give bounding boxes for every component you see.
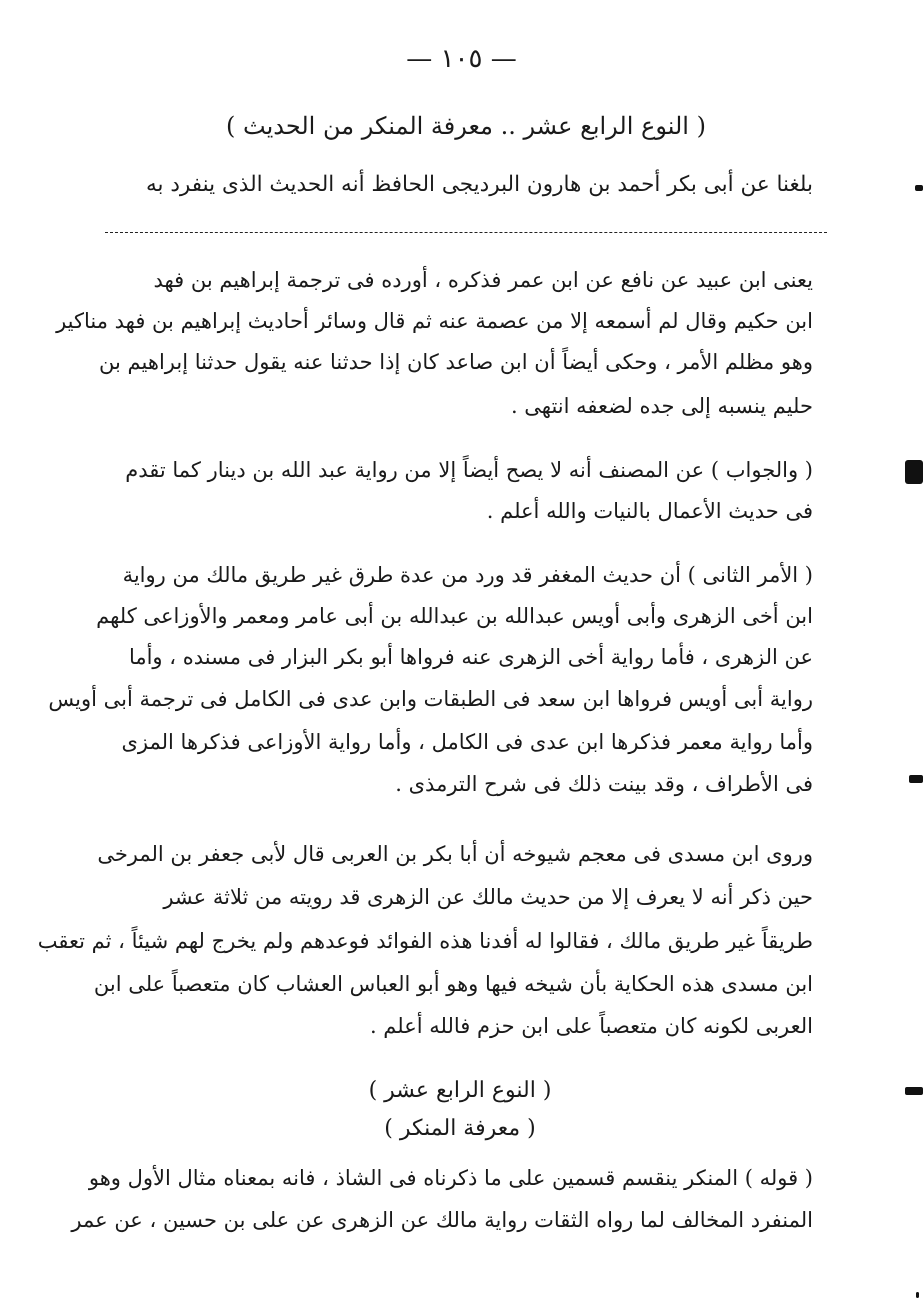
scan-edge-mark xyxy=(905,1087,923,1095)
paragraph-3-line-5: وأما رواية معمر فذكرها ابن عدى فى الكامل ، وأما رواية الأوزاعى فذكرها المزى xyxy=(121,730,813,754)
chapter-intro: بلغنا عن أبى بكر أحمد بن هارون البرديجى الحافظ أنه الحديث الذى ينفرد به xyxy=(146,172,813,197)
paragraph-1-line-4: حليم ينسبه إلى جده لضعفه انتهى . xyxy=(510,394,813,418)
paragraph-3-line-1: ( الأمر الثانى ) أن حديث المغفر قد ورد من عدة طرق غير طريق مالك من رواية xyxy=(122,563,813,587)
chapter-title: ( النوع الرابع عشر .. معرفة المنكر من الحديث ) xyxy=(226,112,706,140)
scan-edge-mark xyxy=(915,185,923,191)
paragraph-1-line-1: يعنى ابن عبيد عن نافع عن ابن عمر فذكره ، أورده فى ترجمة إبراهيم بن فهد xyxy=(153,268,813,292)
closing-paragraph-line-2: المنفرد المخالف لما رواه الثقات رواية مالك عن الزهرى عن على بن حسين ، عن عمر xyxy=(71,1208,813,1232)
paragraph-2-line-1: ( والجواب ) عن المصنف أنه لا يصح أيضاً إلا من رواية عبد الله بن دينار كما تقدم xyxy=(125,458,813,482)
paragraph-4-line-5: العربى لكونه كان متعصباً على ابن حزم فالله أعلم . xyxy=(369,1014,813,1038)
paragraph-2-line-2: فى حديث الأعمال بالنيات والله أعلم . xyxy=(486,499,813,523)
section-heading-line-1: ( النوع الرابع عشر ) xyxy=(368,1078,552,1103)
paragraph-1-line-2: ابن حكيم وقال لم أسمعه إلا من عصمة عنه ثم قال وسائر أحاديث إبراهيم بن فهد مناكير xyxy=(56,309,813,333)
paragraph-4-line-2: حين ذكر أنه لا يعرف إلا من حديث مالك عن الزهرى قد رويته من ثلاثة عشر xyxy=(163,885,813,909)
scan-edge-mark xyxy=(905,460,923,484)
paragraph-4-line-3: طريقاً غير طريق مالك ، فقالوا له أفدنا هذه الفوائد فوعدهم ولم يخرج لهم شيئاً ، ثم تعقب xyxy=(37,929,813,953)
paragraph-3-line-2: ابن أخى الزهرى وأبى أويس عبدالله بن عبدالله بن أبى عامر ومعمر والأوزاعى كلهم xyxy=(96,604,813,628)
page-number: — ١٠٥ — xyxy=(406,44,517,74)
paragraph-3-line-4: رواية أبى أويس فرواها ابن سعد فى الطبقات وابن عدى فى الكامل فى ترجمة أبى أويس xyxy=(48,687,813,711)
paragraph-3-line-3: عن الزهرى ، فأما رواية أخى الزهرى عنه فرواها أبو بكر البزار فى مسنده ، وأما xyxy=(128,645,813,669)
paragraph-4-line-1: وروى ابن مسدى فى معجم شيوخه أن أبا بكر بن العربى قال لأبى جعفر بن المرخى xyxy=(97,842,813,866)
scan-edge-mark xyxy=(916,1292,919,1298)
section-heading-line-2: ( معرفة المنكر ) xyxy=(384,1116,536,1141)
paragraph-1-line-3: وهو مظلم الأمر ، وحكى أيضاً أن ابن صاعد كان إذا حدثنا عنه يقول حدثنا إبراهيم بن xyxy=(99,350,813,374)
closing-paragraph-line-1: ( قوله ) المنكر ينقسم قسمين على ما ذكرناه فى الشاذ ، فانه بمعناه مثال الأول وهو xyxy=(88,1166,813,1190)
paragraph-3-line-6: فى الأطراف ، وقد بينت ذلك فى شرح الترمذى . xyxy=(395,772,813,796)
header-divider xyxy=(105,232,827,233)
paragraph-4-line-4: ابن مسدى هذه الحكاية بأن شيخه فيها وهو أبو العباس العشاب كان متعصباً على ابن xyxy=(93,972,813,996)
scan-edge-mark xyxy=(909,775,923,783)
